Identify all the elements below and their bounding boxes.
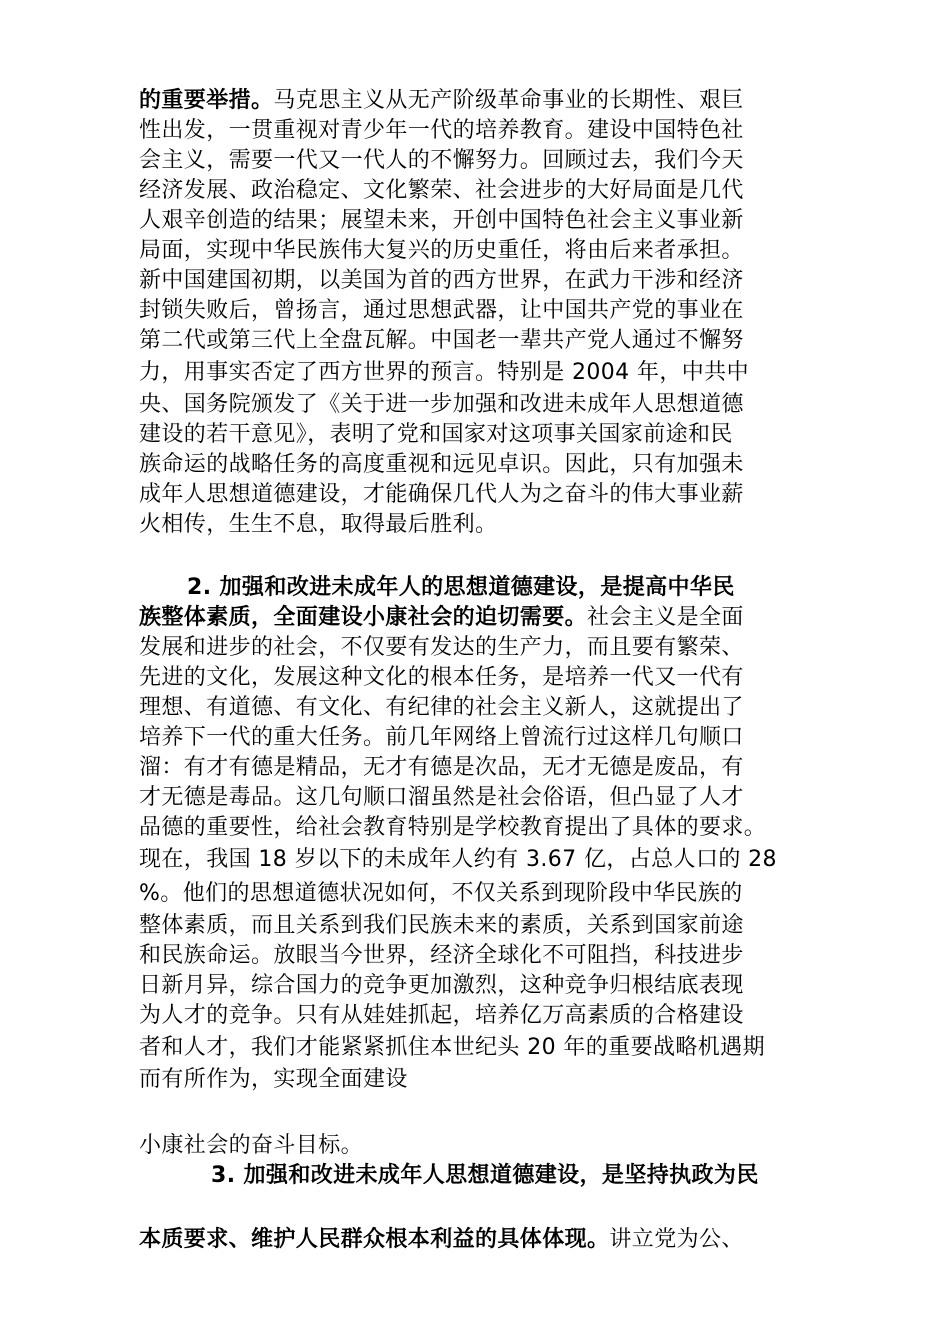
p1-line: 性出发，一贯重视对青少年一代的培养教育。建设中国特色社 (139, 118, 744, 143)
p1-line: 人艰辛创造的结果；展望未来，开创中国特色社会主义事业新 (139, 208, 744, 233)
p2-line: %。他们的思想道德状况如何，不仅关系到现阶段中华民族的 (139, 881, 743, 906)
p3-heading-rest: 讲立党为公、 (609, 1227, 744, 1252)
p1-line: 力，用事实否定了西方世界的预言。特别是 2004 年，中共中 (139, 360, 749, 385)
p2-line: 现在，我国 18 岁以下的未成年人约有 3.67 亿，占总人口的 28 (139, 847, 777, 872)
p1-line: 建设的若干意见》，表明了党和国家对这项事关国家前途和民 (139, 422, 733, 447)
p1-line: 族命运的战略任务的高度重视和远见卓识。因此，只有加强未 (139, 452, 744, 477)
p2-line: 理想、有道德、有文化、有纪律的社会主义新人，这就提出了 (139, 695, 744, 720)
p3-heading-bold: 本质要求、维护人民群众根本利益的具体体现。 (139, 1227, 610, 1252)
p1-line: 第二代或第三代上全盘瓦解。中国老一辈共产党人通过不懈努 (139, 328, 744, 353)
p1-line: 经济发展、政治稳定、文化繁荣、社会进步的大好局面是几代 (139, 178, 744, 203)
p1-line: 封锁失败后，曾扬言，通过思想武器，让中国共产党的事业在 (139, 298, 744, 323)
p2-line: 先进的文化，发展这种文化的根本任务，是培养一代又一代有 (139, 665, 744, 690)
p1-line: 央、国务院颁发了《关于进一步加强和改进未成年人思想道德 (139, 392, 744, 417)
p1-line: 会主义，需要一代又一代人的不懈努力。回顾过去，我们今天 (139, 148, 744, 173)
p1-line: 成年人思想道德建设，才能确保几代人为之奋斗的伟大事业薪 (139, 482, 744, 507)
p1-line: 新中国建国初期，以美国为首的西方世界，在武力干涉和经济 (139, 268, 744, 293)
p2-line: 而有所作为，实现全面建设 (139, 1067, 408, 1092)
p2-heading-line-2 (139, 603, 744, 633)
p2-line: 为人才的竞争。只有从娃娃抓起，培养亿万高素质的合格建设 (139, 1003, 744, 1028)
p2-heading-line-1: 2. 加强和改进未成年人的思想道德建设，是提高中华民 (187, 575, 735, 600)
p2-line: 溜：有才有德是精品，无才有德是次品，无才无德是废品，有 (139, 755, 744, 780)
p2-line: 和民族命运。放眼当今世界，经济全球化不可阻挡，科技进步 (139, 943, 744, 968)
p2-line: 培养下一代的重大任务。前几年网络上曾流行过这样几句顺口 (139, 725, 744, 750)
p3-heading-line-1: 3. 加强和改进未成年人思想道德建设，是坚持执政为民 (211, 1163, 759, 1188)
p2-line: 者和人才，我们才能紧紧抓住本世纪头 20 年的重要战略机遇期 (139, 1035, 765, 1060)
p1-line: 火相传，生生不息，取得最后胜利。 (139, 512, 498, 537)
p2-line: 整体素质，而且关系到我们民族未来的素质，关系到国家前途 (139, 913, 744, 938)
p3-heading-line-2 (139, 1225, 744, 1255)
p2-line: 日新月异，综合国力的竞争更加激烈，这种竞争归根结底表现 (139, 973, 744, 998)
p2-line: 发展和进步的社会，不仅要有发达的生产力，而且要有繁荣、 (139, 635, 744, 660)
p1-line-1 (139, 86, 744, 116)
p1-line-1-rest: 马克思主义从无产阶级革命事业的长期性、艰巨 (273, 88, 744, 113)
p1-line: 局面，实现中华民族伟大复兴的历史重任，将由后来者承担。 (139, 238, 744, 263)
p2-heading-bold: 族整体素质，全面建设小康社会的迫切需要。 (139, 605, 588, 630)
p2-heading-rest: 社会主义是全面 (587, 605, 744, 630)
p2-line: 品德的重要性，给社会教育特别是学校教育提出了具体的要求。 (139, 815, 767, 840)
p2-line: 才无德是毒品。这几句顺口溜虽然是社会俗语，但凸显了人才 (139, 785, 744, 810)
p2-continuation: 小康社会的奋斗目标。 (139, 1133, 364, 1158)
p1-lead-bold: 的重要举措。 (139, 88, 274, 113)
